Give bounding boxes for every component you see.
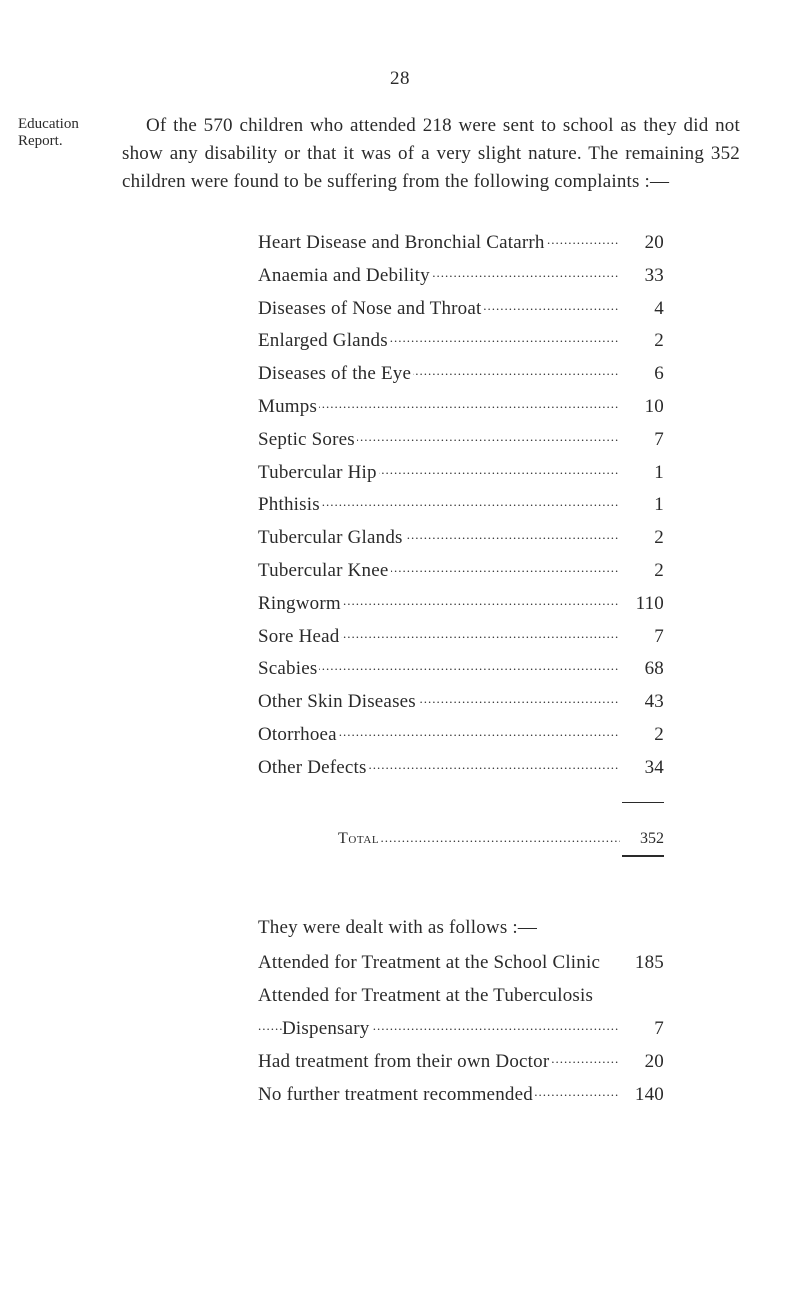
complaint-label: Tubercular Knee ..... xyxy=(258,560,620,582)
complaint-count: 68 xyxy=(620,658,664,680)
complaint-row xyxy=(258,527,664,560)
dealt-label: Attended for Treatment at the Tuberculosis xyxy=(258,985,594,1006)
dealt-value: 7 xyxy=(620,1018,664,1040)
complaint-row xyxy=(258,560,664,593)
complaint-label: Enlarged Glands ..... xyxy=(258,330,620,352)
total-row xyxy=(338,830,664,863)
dealt-row-school-clinic xyxy=(258,952,664,985)
complaint-row xyxy=(258,298,664,331)
complaint-count: 1 xyxy=(620,462,664,484)
complaint-row xyxy=(258,265,664,298)
margin-note xyxy=(18,116,79,150)
margin-note-line-2: Report. xyxy=(18,133,63,149)
intro-paragraph xyxy=(122,112,740,196)
complaint-label: Mumps ..... xyxy=(258,396,620,418)
complaint-row xyxy=(258,462,664,495)
complaint-row xyxy=(258,363,664,396)
complaint-row xyxy=(258,593,664,626)
complaint-count: 33 xyxy=(620,265,664,287)
complaints-list xyxy=(258,232,664,790)
total-value: 352 xyxy=(620,830,664,848)
complaint-count: 2 xyxy=(620,724,664,746)
complaint-label: Other Skin Diseases ..... xyxy=(258,691,620,713)
complaint-count: 20 xyxy=(620,232,664,254)
complaint-label: Septic Sores ..... xyxy=(258,429,620,451)
complaint-count: 43 xyxy=(620,691,664,713)
complaint-row xyxy=(258,757,664,790)
complaint-label: Other Defects ..... xyxy=(258,757,620,779)
complaint-count: 2 xyxy=(620,527,664,549)
complaint-row xyxy=(258,396,664,429)
complaint-label: Sore Head ..... xyxy=(258,626,620,648)
complaint-row xyxy=(258,429,664,462)
dealt-row-tb-line1 xyxy=(258,985,664,1018)
dealt-value: 20 xyxy=(620,1051,664,1073)
complaint-label: Phthisis ..... xyxy=(258,494,620,516)
dealt-row-no-further xyxy=(258,1084,664,1117)
dealt-label: Dispensary xyxy=(282,1018,370,1039)
complaint-count: 2 xyxy=(620,330,664,352)
complaint-row xyxy=(258,494,664,527)
complaint-count: 110 xyxy=(620,593,664,615)
complaint-label: Anaemia and Debility ..... xyxy=(258,265,620,287)
dealt-row-own-doctor xyxy=(258,1051,664,1084)
complaint-label: Tubercular Hip ..... xyxy=(258,462,620,484)
complaint-label: Ringworm ..... xyxy=(258,593,620,615)
complaint-count: 10 xyxy=(620,396,664,418)
page-number: 28 xyxy=(390,68,410,89)
complaint-count: 6 xyxy=(620,363,664,385)
total-rule xyxy=(622,855,664,857)
complaint-row xyxy=(258,658,664,691)
dealt-row-tb-line2 xyxy=(258,1018,664,1051)
dealt-label: Attended for Treatment at the School Clinic xyxy=(258,952,601,973)
complaint-label: Heart Disease and Bronchial Catarrh ..... xyxy=(258,232,620,254)
complaint-count: 7 xyxy=(620,429,664,451)
dealt-label: Had treatment from their own Doctor xyxy=(258,1051,550,1072)
complaint-row xyxy=(258,691,664,724)
dealt-list xyxy=(258,952,664,1117)
dealt-label: No further treatment recommended xyxy=(258,1084,533,1105)
complaint-row xyxy=(258,330,664,363)
complaint-label: Diseases of the Eye ..... xyxy=(258,363,620,385)
dealt-intro: They were dealt with as follows :— xyxy=(258,917,538,938)
complaint-count: 2 xyxy=(620,560,664,582)
complaint-label: Tubercular Glands ..... xyxy=(258,527,620,549)
complaint-label: Diseases of Nose and Throat ..... xyxy=(258,298,620,320)
dealt-value: 185 xyxy=(620,952,664,974)
total-label: Total ..... xyxy=(338,830,620,848)
complaint-count: 7 xyxy=(620,626,664,648)
complaint-row xyxy=(258,232,664,265)
complaint-row xyxy=(258,626,664,659)
subtotal-rule xyxy=(622,802,664,803)
margin-note-line-1: Education xyxy=(18,116,79,132)
complaint-label: Otorrhoea ..... xyxy=(258,724,620,746)
dealt-value: 140 xyxy=(620,1084,664,1106)
complaint-count: 4 xyxy=(620,298,664,320)
complaint-row xyxy=(258,724,664,757)
complaint-count: 1 xyxy=(620,494,664,516)
intro-text: Of the 570 children who attended 218 were sent to school as they did not show any disability or that it was of a very slight nature. The remaining 352 children were found to be suffering from the following complaints :— xyxy=(122,115,740,192)
complaint-count: 34 xyxy=(620,757,664,779)
complaint-label: Scabies ..... xyxy=(258,658,620,680)
